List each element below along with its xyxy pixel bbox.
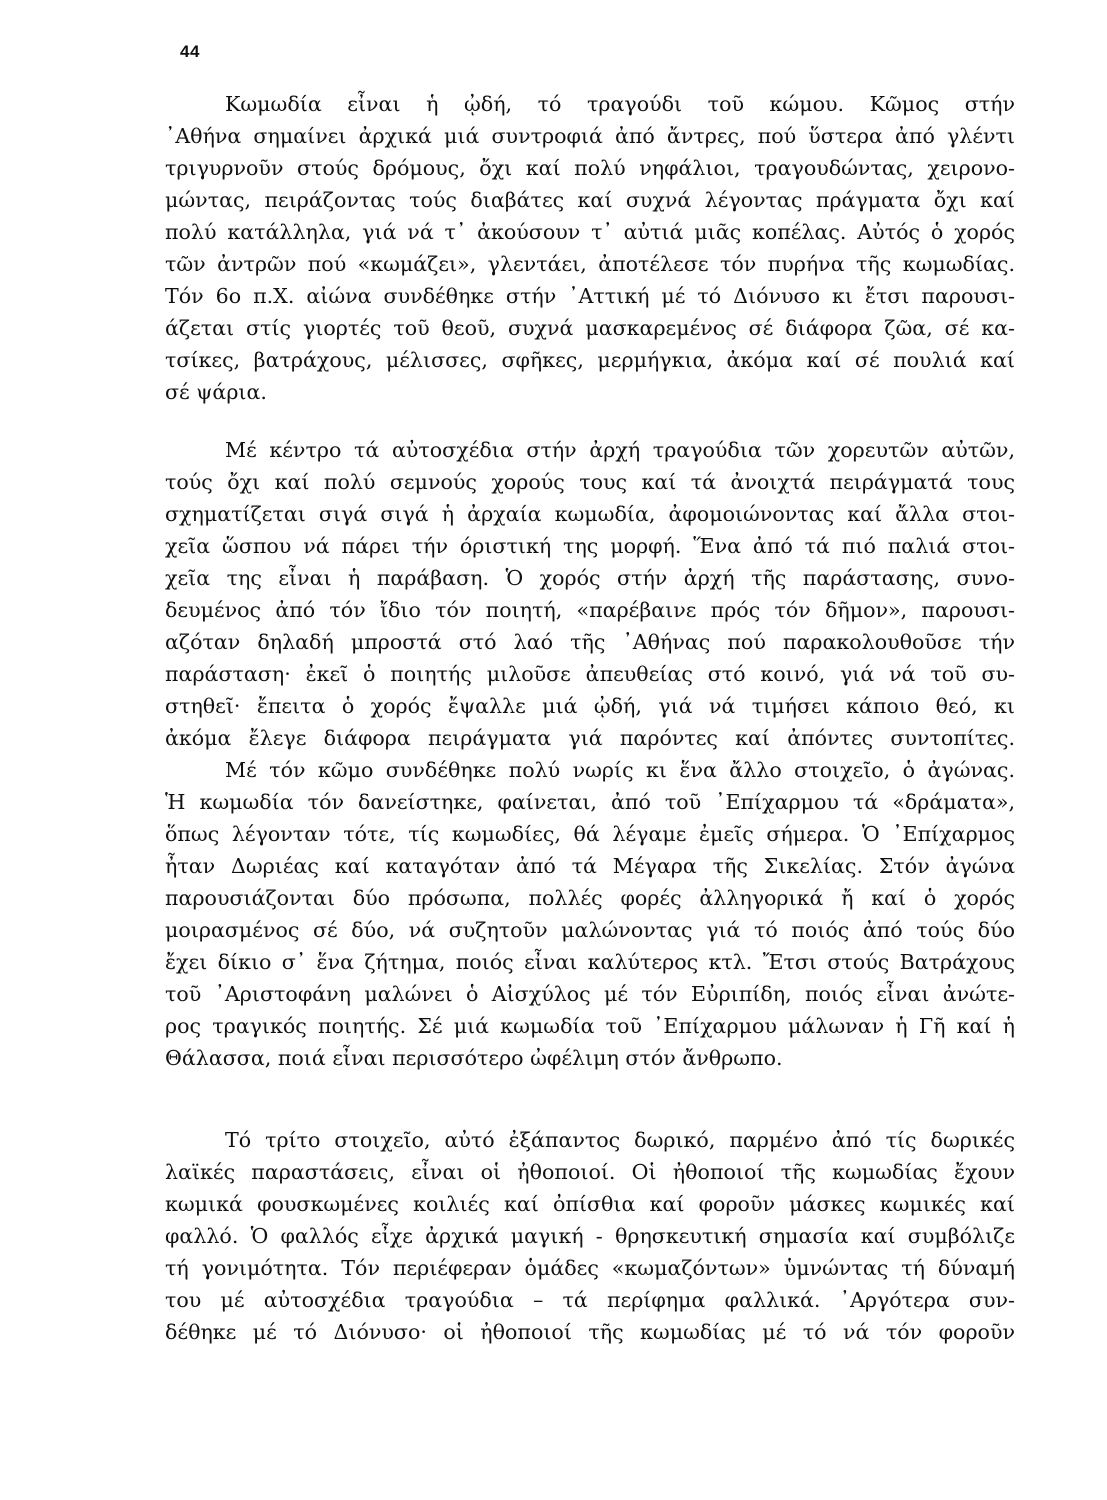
text-line: δέθηκε μέ τό Διόνυσο· οἱ ἠθοποιοί τῆς κωμωδίας μέ τό νά τόν φοροῦν — [165, 1320, 1015, 1344]
text-line: τή γονιμότητα. Τόν περιέφεραν ὁμάδες «κωμαζόντων» ὑμνώντας τή δύναμή — [165, 1256, 1015, 1280]
text-line: τούς ὄχι καί πολύ σεμνούς χορούς τους καί τά ἀνοιχτά πειράγματά τους — [165, 470, 1015, 494]
text-line: αζόταν δηλαδή μπροστά στό λαό τῆς ᾿Αθήνας πού παρακολουθοῦσε τήν — [165, 630, 1015, 654]
paragraph-3 — [165, 1130, 1015, 1354]
text-line: φαλλό. Ὁ φαλλός εἶχε ἀρχικά μαγική - θρησκευτική σημασία καί συμβόλιζε — [165, 1224, 1015, 1248]
text-line: κωμικά φουσκωμένες κοιλιές καί ὀπίσθια καί φοροῦν μάσκες κωμικές καί — [165, 1192, 1015, 1216]
text-line: ἦταν Δωριέας καί καταγόταν ἀπό τά Μέγαρα τῆς Σικελίας. Στόν ἀγώνα — [165, 854, 1015, 878]
text-line: τσίκες, βατράχους, μέλισσες, σφῆκες, μερμήγκια, ἀκόμα καί σέ πουλιά καί — [165, 348, 1015, 372]
text-line: Μέ τόν κῶμο συνδέθηκε πολύ νωρίς κι ἕνα ἄλλο στοιχεῖο, ὁ ἀγώνας. — [225, 758, 1015, 782]
text-line: τοῦ ᾿Αριστοφάνη μαλώνει ὁ Αἰσχύλος μέ τόν Εὐριπίδη, ποιός εἶναι ἀνώτε- — [165, 982, 1015, 1006]
text-line: δευμένος ἀπό τόν ἴδιο τόν ποιητή, «παρέβαινε πρός τόν δῆμον», παρουσι- — [165, 598, 1015, 622]
paragraph-2 — [165, 440, 1015, 1080]
text-line: σέ ψάρια. — [165, 380, 267, 404]
text-line: άζεται στίς γιορτές τοῦ θεοῦ, συχνά μασκαρεμένος σέ διάφορα ζῶα, σέ κα- — [165, 316, 1015, 340]
text-line: χεῖα ὥσπου νά πάρει τήν όριστική της μορφή. Ἕνα ἀπό τά πιό παλιά στοι- — [165, 534, 1015, 558]
text-line: του μέ αὐτοσχέδια τραγούδια – τά περίφημα φαλλικά. ᾿Αργότερα συν- — [165, 1288, 1015, 1312]
text-line: Ἡ κωμωδία τόν δανείστηκε, φαίνεται, ἀπό τοῦ ᾿Επίχαρμου τά «δράματα», — [165, 790, 1015, 814]
text-line: μώντας, πειράζοντας τούς διαβάτες καί συχνά λέγοντας πράγματα ὄχι καί — [165, 188, 1015, 212]
text-line: Θάλασσα, ποιά εἶναι περισσότερο ὠφέλιμη στόν ἄνθρωπο. — [165, 1046, 783, 1070]
paragraph-1 — [165, 94, 1015, 414]
text-line: ἔχει δίκιο σ᾿ ἕνα ζήτημα, ποιός εἶναι καλύτερος κτλ. Ἔτσι στούς Βατράχους — [165, 950, 1015, 974]
text-line: Τό τρίτο στοιχεῖο, αὐτό ἐξάπαντος δωρικό, παρμένο ἀπό τίς δωρικές — [225, 1128, 1015, 1152]
text-line: σχηματίζεται σιγά σιγά ἡ ἀρχαία κωμωδία, ἀφομοιώνοντας καί ἄλλα στοι- — [165, 502, 1015, 526]
text-line: ἀκόμα ἔλεγε διάφορα πειράγματα γιά παρόντες καί ἀπόντες συντοπίτες. — [165, 726, 1015, 750]
text-line: λαϊκές παραστάσεις, εἶναι οἱ ἠθοποιοί. Οἱ ἠθοποιοί τῆς κωμωδίας ἔχουν — [165, 1160, 1015, 1184]
text-line: ρος τραγικός ποιητής. Σέ μιά κωμωδία τοῦ ᾿Επίχαρμου μάλωναν ἡ Γῆ καί ἡ — [165, 1014, 1015, 1038]
text-line: στηθεῖ· ἔπειτα ὁ χορός ἔψαλλε μιά ᾠδή, γιά νά τιμήσει κάποιο θεό, κι — [165, 694, 1015, 718]
text-line: ᾿Αθήνα σημαίνει ἀρχικά μιά συντροφιά ἀπό ἄντρες, πού ὕστερα ἀπό γλέντι — [165, 124, 1015, 148]
text-line: πολύ κατάλληλα, γιά νά τ᾿ ἀκούσουν τ᾿ αὐτιά μιᾶς κοπέλας. Αὐτός ὁ χορός — [165, 220, 1015, 244]
text-line: παράσταση· ἐκεῖ ὁ ποιητής μιλοῦσε ἀπευθείας στό κοινό, γιά νά τοῦ συ- — [165, 662, 1015, 686]
text-line: Τόν 6ο π.Χ. αἰώνα συνδέθηκε στήν ᾿Αττική μέ τό Διόνυσο κι ἔτσι παρουσι- — [165, 284, 1015, 308]
page-number: 44 — [180, 42, 200, 61]
text-line: Κωμωδία εἶναι ἡ ᾠδή, τό τραγούδι τοῦ κώμου. Κῶμος στήν — [225, 92, 1015, 116]
text-line: Μέ κέντρο τά αὐτοσχέδια στήν ἀρχή τραγούδια τῶν χορευτῶν αὐτῶν, — [225, 438, 1015, 462]
text-line: χεῖα της εἶναι ἡ παράβαση. Ὁ χορός στήν ἀρχή τῆς παράστασης, συνο- — [165, 566, 1015, 590]
text-line: μοιρασμένος σέ δύο, νά συζητοῦν μαλώνοντας γιά τό ποιός ἀπό τούς δύο — [165, 918, 1015, 942]
text-line: παρουσιάζονται δύο πρόσωπα, πολλές φορές ἀλληγορικά ἤ καί ὁ χορός — [165, 886, 1015, 910]
text-line: ὅπως λέγονταν τότε, τίς κωμωδίες, θά λέγαμε ἐμεῖς σήμερα. Ὁ ᾿Επίχαρμος — [165, 822, 1015, 846]
text-line: τριγυρνοῦν στούς δρόμους, ὄχι καί πολύ νηφάλιοι, τραγουδώντας, χειρονο- — [165, 156, 1015, 180]
text-line: τῶν ἀντρῶν πού «κωμάζει», γλεντάει, ἀποτέλεσε τόν πυρήνα τῆς κωμωδίας. — [165, 252, 1015, 276]
